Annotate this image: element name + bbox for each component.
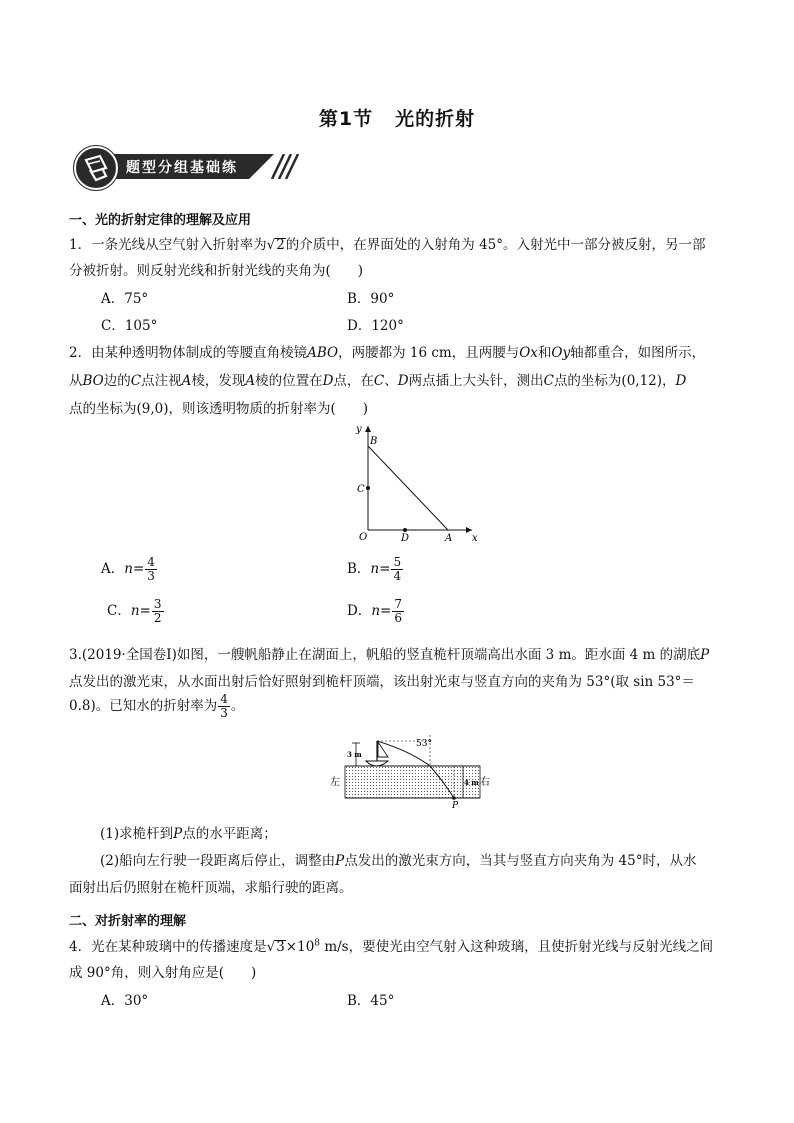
section-banner	[74, 146, 296, 188]
prism-hypotenuse	[368, 446, 448, 530]
label-p: P	[452, 801, 459, 809]
section-heading-1: 一、光的折射定律的理解及应用	[69, 213, 252, 228]
depth-label-4m: 4 m	[464, 778, 479, 787]
label-c: C	[357, 484, 365, 495]
q3-sub2-line2: 面射出后仍照射在桅杆顶端，求船行驶的距离。	[69, 880, 353, 896]
book-scroll-icon	[74, 146, 118, 190]
q2-option-d[interactable]: D．n= $\frac{7}{6}$	[347, 597, 402, 625]
label-d: D	[401, 533, 410, 542]
q3-line3: 0.8)。已知水的折射率为 $\frac{4}{3}$ 。	[69, 692, 245, 720]
label-a: A	[445, 533, 453, 542]
q2-line3: 点的坐标为(9,0)，则该透明物质的折射率为( )	[69, 401, 369, 417]
q4-line1: 4．光在某种玻璃中的传播速度是$√3\times 10^8$ m/s，要使光由空气射入这种玻璃，且使折射光线与反射光线之间	[69, 938, 714, 955]
label-x: x	[472, 533, 478, 542]
point-c	[366, 486, 370, 490]
q2-option-a[interactable]: A．n= $\frac{4}{3}$	[101, 555, 155, 583]
q2-line2: 从BO边的C点注视A棱，发现A棱的位置在D点，在C、D两点插上大头针，测出C点的坐标为(0,12)，D	[69, 373, 687, 389]
label-b: B	[370, 436, 378, 447]
q2-option-b[interactable]: B．n= $\frac{5}{4}$	[347, 555, 402, 583]
point-d	[403, 528, 407, 532]
point-p	[452, 796, 456, 800]
q4-option-a[interactable]: A．30°	[101, 993, 149, 1009]
water-region	[345, 766, 480, 798]
banner-label: 题型分组基础练	[126, 160, 238, 176]
label-y: y	[356, 424, 362, 435]
q3-sub2-line1: (2)船向左行驶一段距离后停止，调整由P点发出的激光束方向，当其与竖直方向夹角为 45°时，从水	[100, 853, 697, 869]
q4-option-b[interactable]: B．45°	[347, 993, 395, 1009]
q2-line1: 2．由某种透明物体制成的等腰直角棱镜ABO，两腰都为 16 cm，且两腰与Ox和Oy轴都重合，如图所示，	[69, 345, 706, 361]
title-topic: 光的折射	[395, 108, 476, 130]
label-right: 右	[480, 777, 490, 788]
height-label-3m: 3 m	[347, 750, 362, 759]
page-title	[0, 104, 794, 131]
q3-sub1: (1)求桅杆到P点的水平距离；	[100, 826, 277, 842]
q4-line2: 成 90°角，则入射角应是( )	[69, 965, 257, 981]
q1-option-b[interactable]: B．90°	[347, 291, 395, 307]
label-left: 左	[330, 777, 340, 788]
sailboat-figure	[330, 733, 500, 809]
prism-figure	[348, 420, 478, 542]
y-axis-arrow	[365, 426, 371, 432]
q1-line1: 1．一条光线从空气射入折射率为√2的介质中，在界面处的入射角为 45°。入射光中一部分被反射，另一部	[69, 237, 706, 253]
section-heading-2: 二、对折射率的理解	[69, 914, 187, 929]
q2-option-c[interactable]: C．n= $\frac{3}{2}$	[107, 597, 162, 625]
title-section-number: 第1节	[318, 108, 374, 130]
angle-label: 53°	[416, 739, 432, 749]
q3-line1: 3.(2019·全国卷Ⅰ)如图，一艘帆船静止在湖面上，帆船的竖直桅杆顶端高出水面 3 m。距水面 4 m 的湖底P	[69, 647, 710, 663]
q1-option-d[interactable]: D．120°	[347, 318, 404, 334]
boat-hull	[366, 761, 388, 766]
q1-option-c[interactable]: C．105°	[101, 318, 158, 334]
q1-option-a[interactable]: A．75°	[101, 291, 149, 307]
banner-stripes	[270, 154, 300, 179]
q3-line2: 点发出的激光束，从水面出射后恰好照射到桅杆顶端，该出射光束与竖直方向的夹角为 53°(取 sin 53°＝	[69, 674, 695, 690]
q1-line2: 分被折射。则反射光线和折射光线的夹角为( )	[69, 263, 364, 279]
label-o: O	[359, 532, 368, 542]
